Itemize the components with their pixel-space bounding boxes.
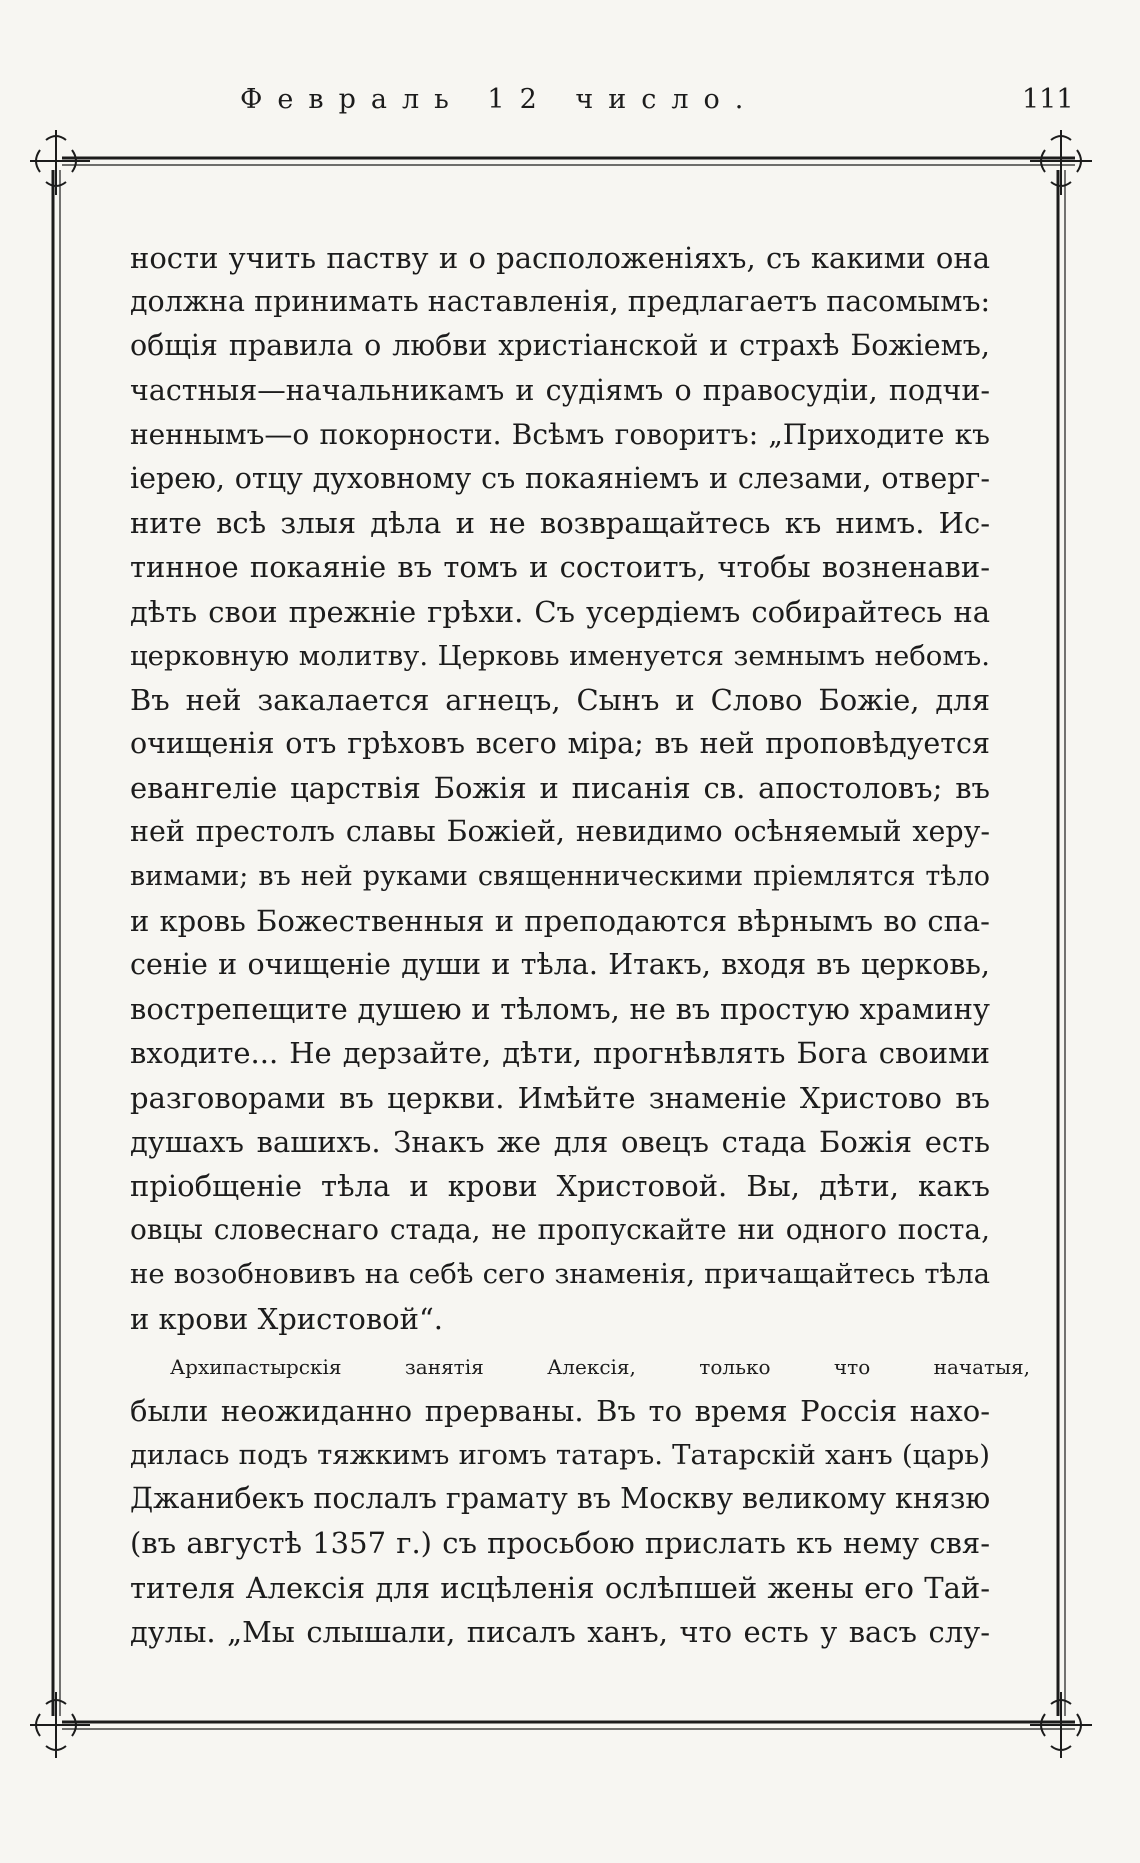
corner-ornament-top-left: [30, 130, 90, 195]
text-line: Джанибекъ послалъ грамату въ Москву великому князю: [130, 1482, 991, 1516]
text-line: неннымъ—о покорности. Всѣмъ говоритъ: „Приходите къ: [130, 417, 990, 451]
text-line: очищенія отъ грѣховъ всего міра; въ ней проповѣдуется: [130, 727, 990, 761]
text-line: не возобновивъ на себѣ сего знаменія, причащайтесь тѣла: [130, 1258, 990, 1291]
text-line: вимами; въ ней руками священническими пріемлятся тѣло: [130, 860, 990, 892]
page-number: 111: [1022, 84, 1074, 115]
text-line: вострепещите душею и тѣломъ, не въ простую храмину: [130, 992, 990, 1027]
text-line: дѣть свои прежніе грѣхи. Съ усердіемъ собирайтесь на: [130, 594, 990, 629]
paragraph-1: [130, 236, 990, 1341]
text-line: тителя Алексія для исцѣленія ослѣпшей жены его Тай-: [130, 1570, 990, 1605]
text-line: овцы словеснаго стада, не пропускайте ни одного поста,: [130, 1213, 990, 1247]
text-line: дилась подъ тяжкимъ игомъ татаръ. Татарскій ханъ (царь): [130, 1439, 990, 1472]
text-line: должна принимать наставленія, предлагаетъ пасомымъ:: [130, 285, 991, 319]
paragraph-2: [130, 1345, 1030, 1654]
text-line: общія правила о любви христіанской и страхѣ Божіемъ,: [130, 329, 990, 363]
text-line: ности учить паству и о расположеніяхъ, съ какими она: [130, 241, 990, 275]
text-line: церковную молитву. Церковь именуется земнымъ небомъ.: [130, 639, 990, 672]
text-line: ней престолъ славы Божіей, невидимо осѣняемый херу-: [130, 815, 990, 849]
text-line: іерею, отцу духовному съ покаяніемъ и слезами, отверг-: [130, 461, 990, 495]
text-line: были неожиданно прерваны. Въ то время Россія нахо-: [130, 1393, 990, 1428]
text-line: частныя—начальникамъ и судіямъ о правосудіи, подчи-: [130, 373, 990, 407]
text-line: входите... Не дерзайте, дѣти, прогнѣвлять Бога своими: [130, 1036, 990, 1071]
text-line: ните всѣ злыя дѣла и не возвращайтесь къ нимъ. Ис-: [130, 506, 990, 541]
text-line: евангеліе царствія Божія и писанія св. апостоловъ; въ: [130, 771, 990, 806]
text-line: разговорами въ церкви. Имѣйте знаменіе Христово въ: [130, 1080, 990, 1115]
text-line: (въ августѣ 1357 г.) съ просьбою прислать къ нему свя-: [130, 1526, 990, 1561]
text-line: тинное покаяніе въ томъ и состоитъ, чтобы возненави-: [130, 550, 990, 585]
text-line: Въ ней закалается агнецъ, Сынъ и Слово Божіе, для: [130, 682, 990, 717]
text-line: дулы. „Мы слышали, писалъ ханъ, что есть у васъ слу-: [130, 1614, 990, 1649]
text-line: сеніе и очищеніе души и тѣла. Итакъ, входя въ церковь,: [130, 948, 990, 981]
text-line: душахъ вашихъ. Знакъ же для овецъ стада Божія есть: [130, 1124, 990, 1159]
text-line: и крови Христовой“.: [130, 1301, 444, 1336]
text-line: Архипастырскія занятія Алексія, только что начатыя,: [170, 1354, 1030, 1379]
text-line: пріобщеніе тѣла и крови Христовой. Вы, дѣти, какъ: [130, 1168, 990, 1203]
corner-ornament-bottom-right: [1030, 1692, 1092, 1758]
text-line: и кровь Божественныя и преподаются вѣрнымъ во спа-: [130, 903, 990, 938]
running-head: Февраль 12 число.: [240, 84, 759, 115]
body-text: [130, 236, 1030, 1654]
corner-ornament-top-right: [1030, 130, 1092, 195]
